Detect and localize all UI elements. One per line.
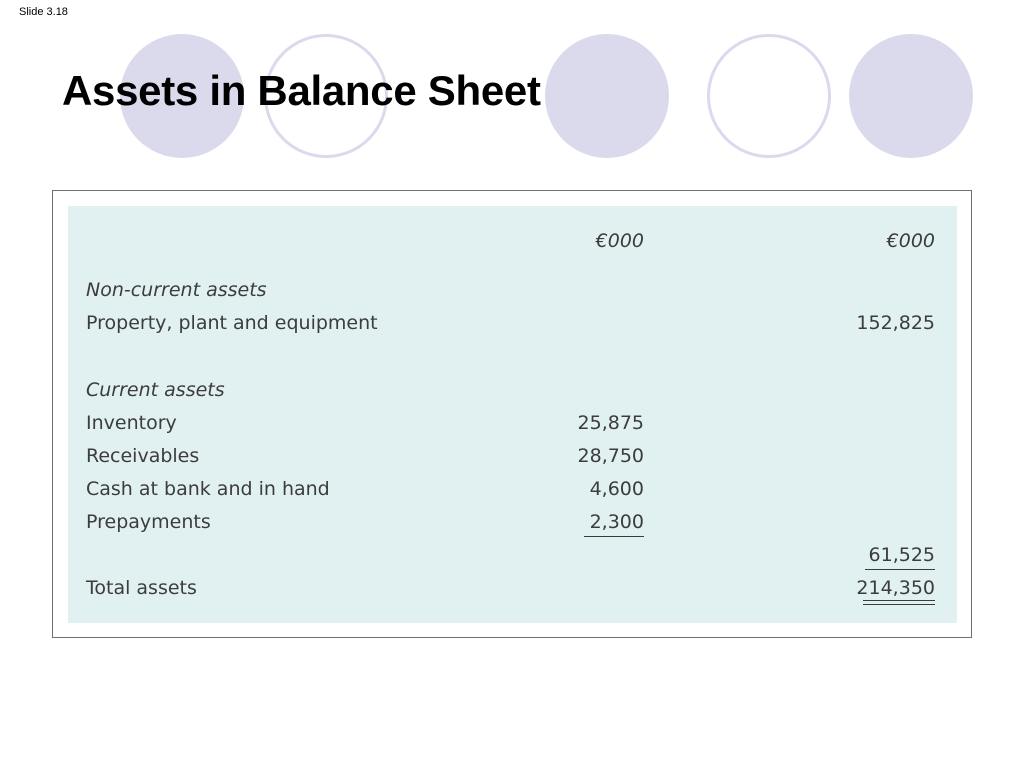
section-heading-non-current-assets: Non-current assets xyxy=(86,279,267,301)
slide-title: Assets in Balance Sheet xyxy=(62,67,541,114)
row-value-prepayments: 2,300 xyxy=(589,511,644,533)
balance-sheet-table-frame xyxy=(52,190,972,638)
row-value-receivables: 28,750 xyxy=(577,445,644,467)
row-value-cash: 4,600 xyxy=(589,478,644,500)
decorative-circle-filled-2 xyxy=(545,34,669,158)
total-double-underline-top xyxy=(863,600,935,601)
section-heading-current-assets: Current assets xyxy=(86,379,225,401)
column-header-2: €000 xyxy=(886,230,935,252)
current-assets-subtotal: 61,525 xyxy=(868,544,935,566)
row-label-inventory: Inventory xyxy=(86,412,177,434)
decorative-circle-filled-3 xyxy=(849,34,973,158)
decorative-circle-ring-2 xyxy=(707,34,831,158)
row-label-receivables: Receivables xyxy=(86,445,200,467)
total-double-underline-bottom xyxy=(863,604,935,605)
row-value-property-plant-equipment: 152,825 xyxy=(856,312,935,334)
subtotal-value-underline xyxy=(865,569,935,570)
row-label-property-plant-equipment: Property, plant and equipment xyxy=(86,312,378,334)
row-label-total-assets: Total assets xyxy=(86,577,197,599)
balance-sheet-table xyxy=(68,206,957,623)
row-value-inventory: 25,875 xyxy=(577,412,644,434)
column-header-1: €000 xyxy=(595,230,644,252)
row-label-cash: Cash at bank and in hand xyxy=(86,478,330,500)
subtotal-underline xyxy=(584,536,644,537)
total-assets-value: 214,350 xyxy=(856,577,935,599)
slide-number: Slide 3.18 xyxy=(19,6,68,18)
row-label-prepayments: Prepayments xyxy=(86,511,211,533)
